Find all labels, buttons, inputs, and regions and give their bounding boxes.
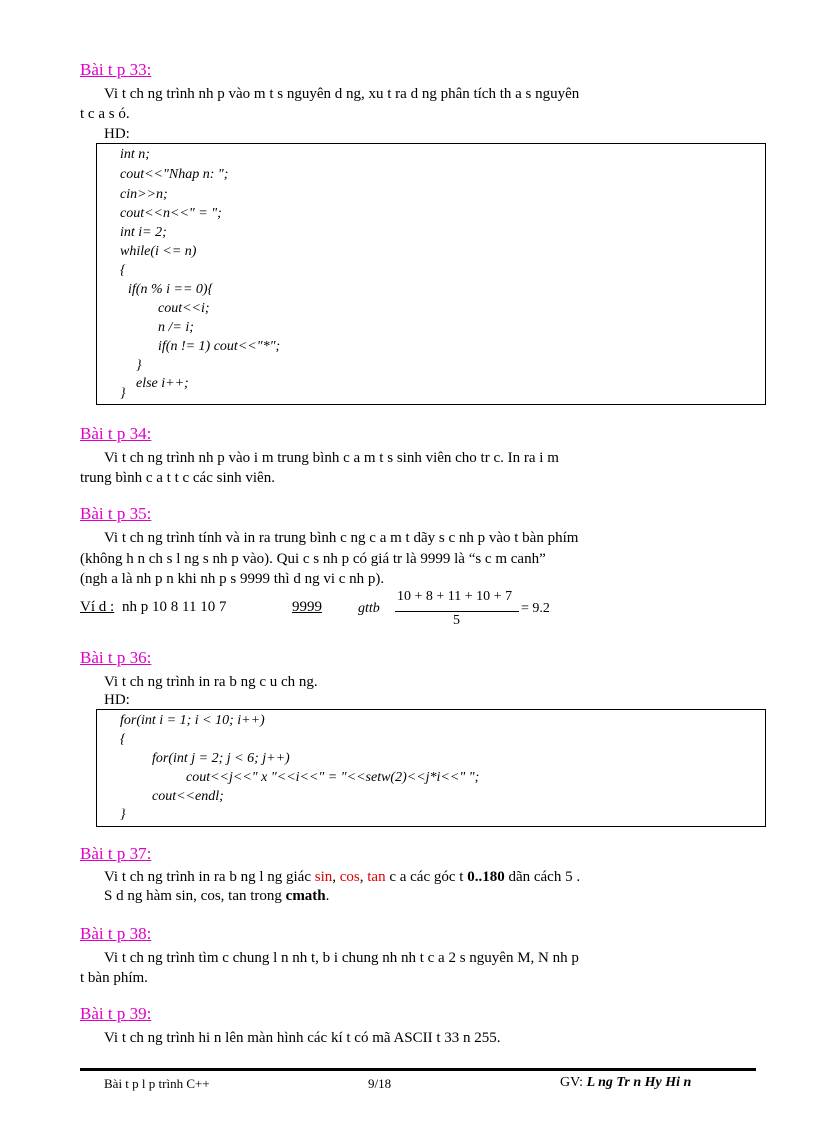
code-line: } [120, 386, 126, 401]
b34-text-line1: Vi t ch ng trình nh p vào i m trung bình c a m t s sinh viên cho tr c. In ra i m [104, 450, 559, 466]
footer-teacher [560, 1075, 691, 1091]
b35-example-sentinel: 9999 [292, 599, 322, 615]
b37-text-line1: Vi t ch ng trình in ra b ng l ng giác sin, cos, tan c a các góc t 0..180 dãn cách 5 . [104, 869, 581, 885]
code-line: cout<<i; [158, 301, 210, 316]
b37-text-line1-b: c a các góc t [389, 869, 464, 885]
heading-bai-tap-33: Bài t p 33: [80, 60, 152, 79]
formula-gttb: gttb [358, 601, 380, 616]
code-line: if(n % i == 0){ [128, 282, 214, 297]
b37-tan: tan [367, 869, 386, 885]
b36-hd-label: HD: [104, 692, 130, 708]
heading-bai-tap-34: Bài t p 34: [80, 424, 152, 443]
b37-text-line1-c: dãn cách 5 . [508, 869, 581, 885]
b37-text-line2-a: S d ng hàm sin, cos, tan trong [104, 888, 282, 904]
footer-teacher-prefix: GV: [560, 1075, 584, 1090]
b37-cos: cos [339, 869, 360, 885]
b37-range: 0..180 [467, 869, 505, 885]
b37-text-line1-a: Vi t ch ng trình in ra b ng l ng giác [104, 869, 311, 885]
heading-bai-tap-36: Bài t p 36: [80, 648, 152, 667]
b37-sin: sin [314, 869, 333, 885]
b33-text-line2: t c a s ó. [80, 106, 130, 122]
code-line: } [136, 358, 142, 373]
b38-text-line2: t bàn phím. [80, 970, 148, 986]
formula-result: = 9.2 [521, 601, 550, 616]
code-line: { [120, 732, 126, 747]
code-line: { [120, 263, 126, 278]
footer-teacher-name: L ng Tr n Hy Hi n [586, 1075, 692, 1090]
code-line: int i= 2; [120, 225, 167, 240]
b33-text-line1: Vi t ch ng trình nh p vào m t s nguyên d ng, xu t ra d ng phân tích th a s nguyên [104, 86, 580, 102]
heading-bai-tap-38: Bài t p 38: [80, 924, 152, 943]
b35-example-label: Ví d : [80, 599, 115, 615]
b34-text-line2: trung bình c a t t c các sinh viên. [80, 470, 275, 486]
code-line: n /= i; [158, 320, 194, 335]
b35-example-text: nh p 10 8 11 10 7 [122, 599, 227, 615]
formula-numerator: 10 + 8 + 11 + 10 + 7 [397, 589, 513, 604]
code-line: if(n != 1) cout<<"*"; [158, 339, 281, 354]
heading-bai-tap-35: Bài t p 35: [80, 504, 152, 523]
code-line: while(i <= n) [120, 244, 197, 259]
heading-bai-tap-37: Bài t p 37: [80, 844, 152, 863]
code-line: cout<<j<<" x "<<i<<" = "<<setw(2)<<j*i<<" "; [186, 770, 480, 785]
b39-text-line1: Vi t ch ng trình hi n lên màn hình các kí t có mã ASCII t 33 n 255. [104, 1030, 501, 1046]
b37-cmath: cmath [285, 888, 326, 904]
code-line: } [120, 807, 126, 822]
code-line: else i++; [136, 376, 189, 391]
footer-course-title: Bài t p l p trình C++ [104, 1076, 210, 1091]
b38-text-line1: Vi t ch ng trình tìm c chung l n nh t, b i chung nh nh t c a 2 s nguyên M, N nh p [104, 950, 579, 966]
code-line: for(int i = 1; i < 10; i++) [120, 713, 265, 728]
heading-bai-tap-39: Bài t p 39: [80, 1004, 152, 1023]
b36-text-line1: Vi t ch ng trình in ra b ng c u ch ng. [104, 674, 318, 690]
code-line: cout<<endl; [152, 789, 224, 804]
formula-denominator: 5 [453, 613, 460, 628]
b35-text-line3: (ngh a là nh p n khi nh p s 9999 thì d ng vi c nh p). [80, 571, 385, 587]
b37-text-line2-b: . [325, 888, 330, 904]
b37-text-line2 [104, 888, 329, 905]
b35-text-line1: Vi t ch ng trình tính và in ra trung bình c ng c a m t dãy s c nh p vào t bàn phím [104, 530, 579, 546]
code-line: cin>>n; [120, 187, 168, 202]
b35-text-line2: (không h n ch s l ng s nh p vào). Qui c s nh p có giá tr là 9999 là “s c m canh” [80, 551, 546, 567]
b33-hd-label: HD: [104, 126, 130, 142]
code-line: int n; [120, 147, 150, 162]
footer-divider [80, 1068, 756, 1071]
formula-fraction-bar [395, 611, 519, 612]
footer-page-number: 9/18 [368, 1076, 392, 1091]
code-line: cout<<"Nhap n: "; [120, 167, 229, 182]
code-line: for(int j = 2; j < 6; j++) [152, 751, 290, 766]
code-line: cout<<n<<" = "; [120, 206, 222, 221]
